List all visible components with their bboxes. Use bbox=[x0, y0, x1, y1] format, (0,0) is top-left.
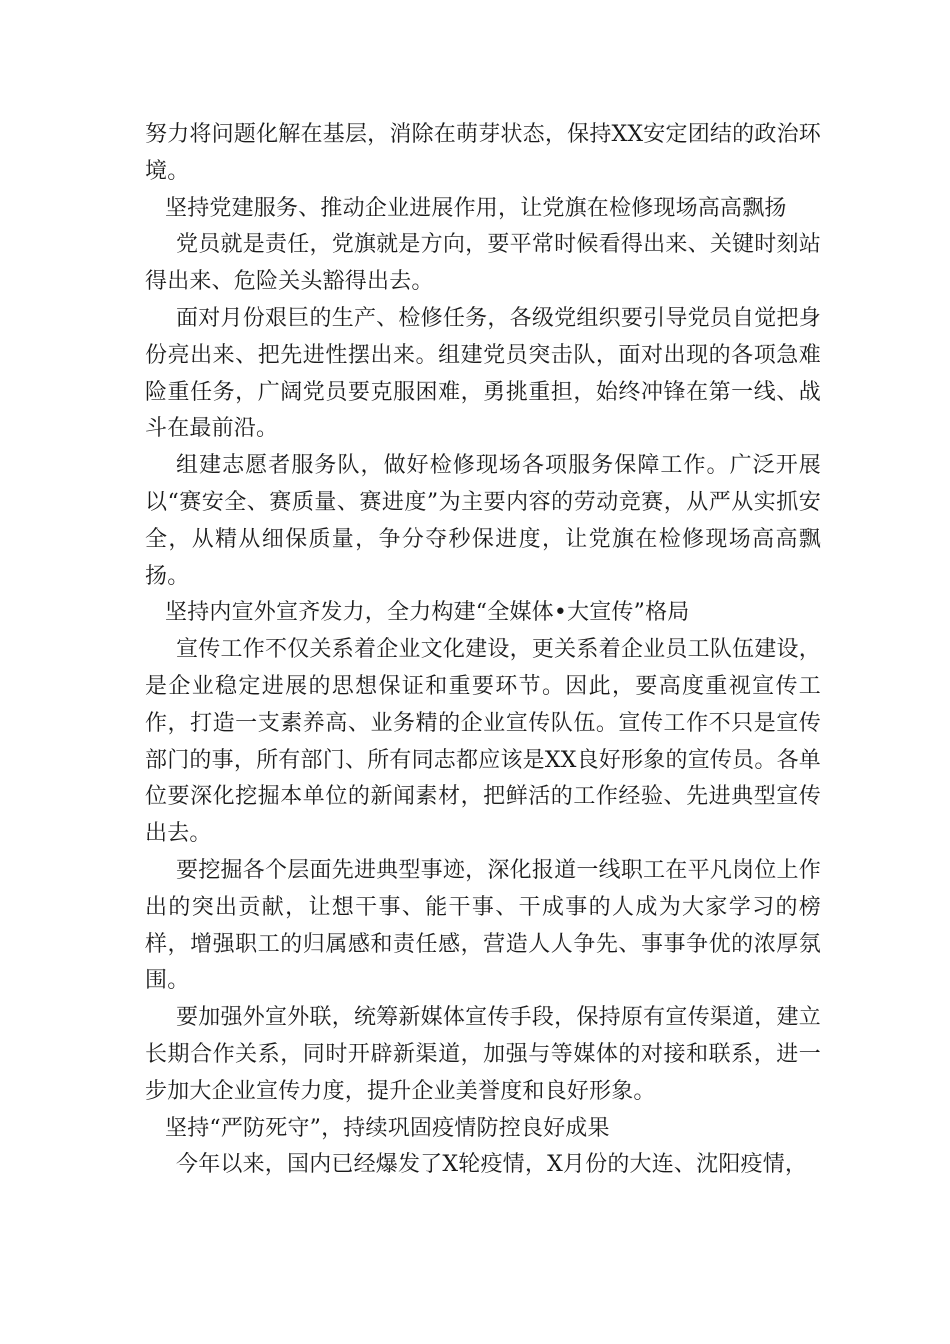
paragraph: 面对月份艰巨的生产、检修任务，各级党组织要引导党员自觉把身份亮出来、把先进性摆出来。组建党员突击队，面对出现的各项急难险重任务，广阔党员要克服困难，勇挑重担，始终冲锋在第一线、战斗在最前沿。 bbox=[145, 305, 821, 442]
paragraph: 要加强外宣外联，统筹新媒体宣传手段，保持原有宣传渠道，建立长期合作关系，同时开辟新渠道，加强与等媒体的对接和联系，进一步加大企业宣传力度，提升企业美誉度和良好形象。 bbox=[145, 1005, 821, 1104]
paragraph: 要挖掘各个层面先进典型事迹，深化报道一线职工在平凡岗位上作出的突出贡献，让想干事、能干事、干成事的人成为大家学习的榜样，增强职工的归属感和责任感，营造人人争先、事事争优的浓厚氛围。 bbox=[145, 857, 821, 994]
paragraph-continued: 努力将问题化解在基层，消除在萌芽状态，保持XX安定团结的政治环境。 bbox=[145, 122, 821, 184]
section-heading-publicity: 坚持内宣外宣齐发力，全力构建“全媒体•大宣传”格局 bbox=[165, 600, 690, 626]
paragraph: 宣传工作不仅关系着企业文化建设，更关系着企业员工队伍建设，是企业稳定进展的思想保证和重要环节。因此，要高度重视宣传工作，打造一支素养高、业务精的企业宣传队伍。宣传工作不只是宣传部门的事，所有部门、所有同志都应该是XX良好形象的宣传员。各单位要深化挖掘本单位的新闻素材，把鲜活的工作经验、先进典型宣传出去。 bbox=[145, 637, 821, 847]
section-heading-party-building: 坚持党建服务、推动企业进展作用，让党旗在检修现场高高飘扬 bbox=[165, 195, 787, 221]
document-body bbox=[145, 117, 821, 1184]
paragraph: 组建志愿者服务队，做好检修现场各项服务保障工作。广泛开展以“赛安全、赛质量、赛进度”为主要内容的劳动竞赛，从严从实抓安全，从精从细保质量，争分夺秒保进度，让党旗在检修现场高高飘扬。 bbox=[145, 453, 821, 589]
section-heading-epidemic: 坚持“严防死守”，持续巩固疫情防控良好成果 bbox=[165, 1115, 610, 1141]
paragraph: 党员就是责任，党旗就是方向，要平常时候看得出来、关键时刻站得出来、危险关头豁得出去。 bbox=[145, 232, 821, 295]
paragraph: 今年以来，国内已经爆发了X轮疫情，X月份的大连、沈阳疫情， bbox=[176, 1152, 808, 1178]
